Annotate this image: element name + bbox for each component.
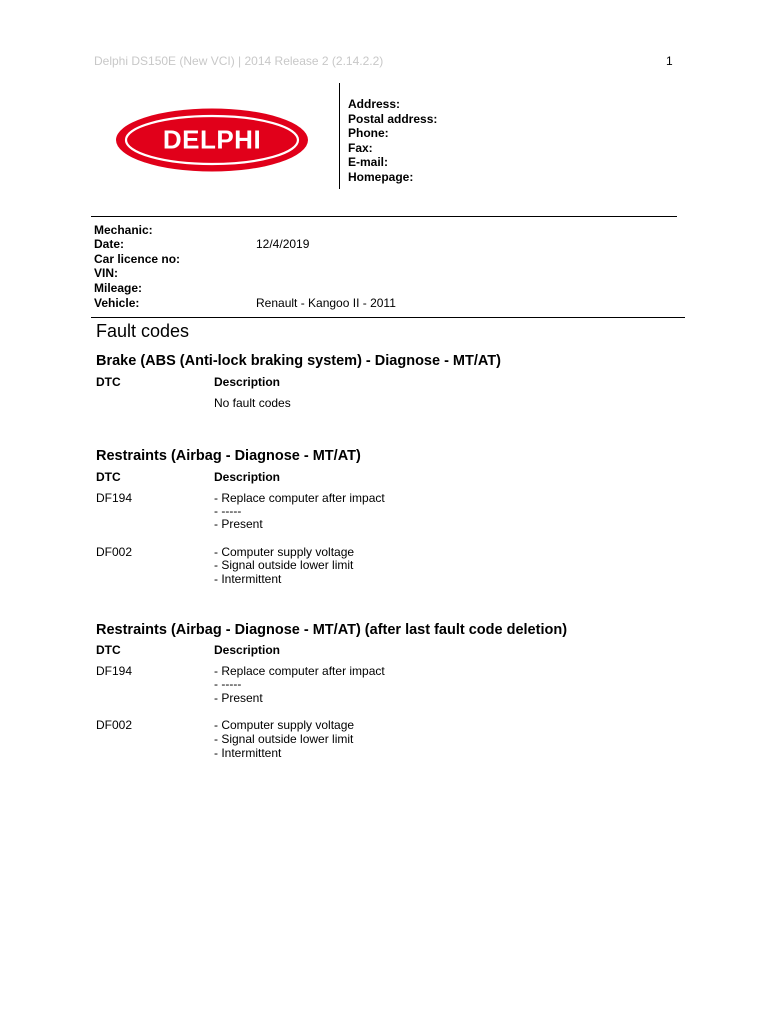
- description-line: - -----: [214, 677, 242, 691]
- description-line: - Replace computer after impact: [214, 491, 385, 505]
- description-line: - Computer supply voltage: [214, 718, 355, 732]
- postal-address-label: Postal address:: [348, 111, 438, 126]
- phone-label: Phone:: [348, 126, 389, 141]
- dtc-column-header: DTC: [96, 375, 121, 389]
- info-row-vehicle: [94, 296, 396, 311]
- description-column-header: Description: [214, 470, 281, 484]
- section-title: Restraints (Airbag - Diagnose - MT/AT) (after last fault code deletion): [96, 622, 568, 638]
- fax-label: Fax:: [348, 140, 373, 155]
- info-value: Renault - Kangoo II - 2011: [256, 296, 396, 310]
- dtc-column-header: DTC: [96, 643, 121, 657]
- description-column-header: Description: [214, 643, 281, 657]
- fault-codes-rule: [91, 317, 685, 318]
- homepage-label: Homepage:: [348, 169, 414, 184]
- dtc-code: DF194: [96, 491, 133, 505]
- description-column-header: Description: [214, 375, 281, 389]
- section-title: Brake (ABS (Anti-lock braking system) - Diagnose - MT/AT): [96, 353, 501, 369]
- info-row-mileage: [94, 281, 256, 296]
- description-line: - Intermittent: [214, 572, 282, 586]
- info-top-rule: [91, 216, 677, 217]
- info-row-vin: [94, 266, 256, 281]
- page-number: 1: [666, 54, 673, 68]
- description-line: - -----: [214, 504, 242, 518]
- description-line: No fault codes: [214, 396, 291, 410]
- description-line: - Present: [214, 691, 263, 705]
- email-label: E-mail:: [348, 155, 389, 170]
- info-row-licence: [94, 252, 256, 267]
- info-row-date: [94, 237, 309, 252]
- info-label: Mileage:: [94, 281, 143, 295]
- info-value: 12/4/2019: [256, 237, 310, 251]
- delphi-logo: [114, 107, 310, 173]
- logo-wordmark: DELPHI: [162, 124, 262, 155]
- dtc-code: DF002: [96, 545, 133, 559]
- running-header: Delphi DS150E (New VCI) | 2014 Release 2 (2.14.2.2): [94, 54, 384, 68]
- description-line: - Signal outside lower limit: [214, 558, 354, 572]
- info-label: VIN:: [94, 266, 118, 280]
- address-label: Address:: [348, 97, 401, 111]
- info-label: Mechanic:: [94, 223, 153, 237]
- info-label: Vehicle:: [94, 296, 140, 310]
- description-line: - Intermittent: [214, 746, 282, 760]
- dtc-column-header: DTC: [96, 470, 121, 484]
- header-divider: [339, 83, 340, 189]
- contact-block: [348, 97, 437, 185]
- description-line: - Replace computer after impact: [214, 664, 385, 678]
- info-row-mechanic: [94, 223, 256, 238]
- dtc-code: DF194: [96, 664, 133, 678]
- section-title: Restraints (Airbag - Diagnose - MT/AT): [96, 448, 361, 464]
- dtc-code: DF002: [96, 718, 133, 732]
- info-label: Date:: [94, 237, 125, 251]
- description-line: - Signal outside lower limit: [214, 732, 354, 746]
- fault-codes-title: Fault codes: [96, 321, 190, 341]
- info-label: Car licence no:: [94, 252, 181, 266]
- description-line: - Computer supply voltage: [214, 545, 355, 559]
- description-line: - Present: [214, 517, 263, 531]
